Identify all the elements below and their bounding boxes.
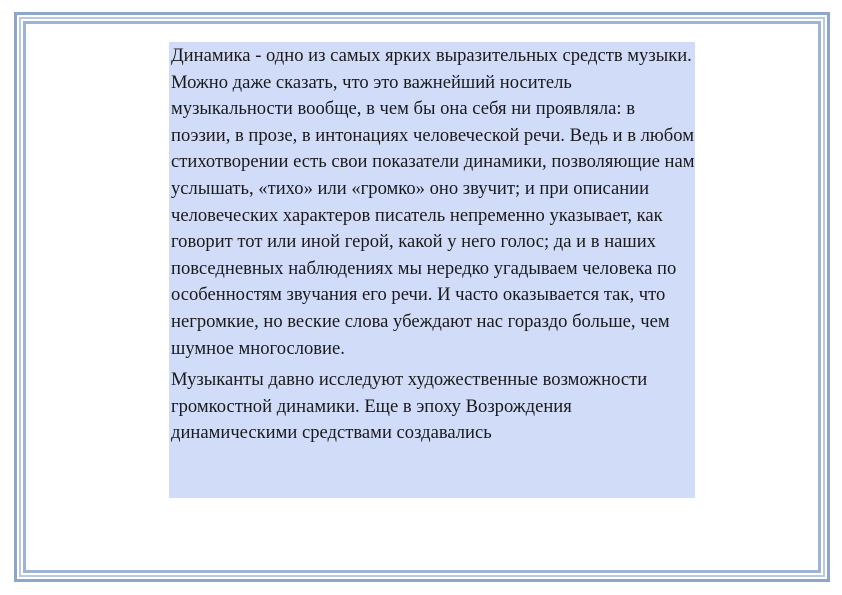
- text-box: [169, 42, 695, 498]
- paragraph-musicians: Музыканты давно исследуют художественные возможности громкостной динамики. Еще в эпоху Возрождения динамическими средствами создавались: [171, 369, 648, 444]
- paragraph-dynamics-intro: Динамика - одно из самых ярких выразительных средств музыки. Можно даже сказать, что это важнейший носитель музыкальности вообще, в чем бы она себя ни проявляла: в поэзии, в прозе, в интонациях человеческой речи. Ведь и в любом стихотворении есть свои показатели динамики, позволяющие нам услышать, «тихо» или «громко» оно звучит; и при описании человеческих характеров писатель непременно указывает, как говорит тот или иной герой, какой у него голос; да и в наших повседневных наблюдениях мы нередко угадываем человека по особенностям звучания его речи. И часто оказывается так, что негромкие, но веские слова убеждают нас гораздо больше, чем шумное многословие.: [171, 45, 695, 359]
